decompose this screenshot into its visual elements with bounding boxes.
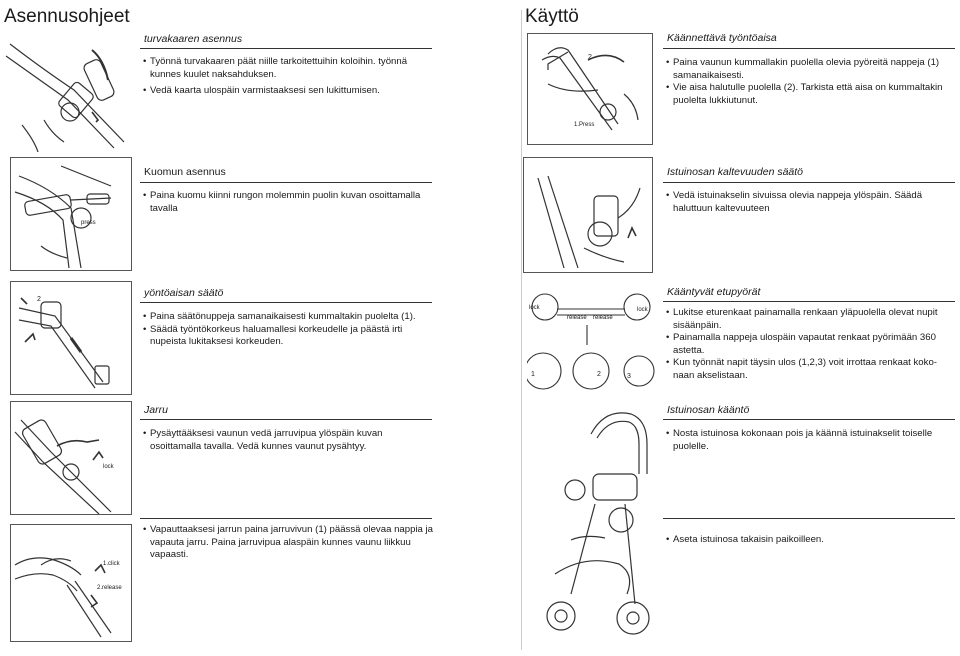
turvakaari-rule: [140, 48, 432, 49]
wheel-1-label: 1: [531, 371, 535, 378]
right-page-title: Käyttö: [525, 6, 579, 27]
turvakaari-bullet-2: • Vedä kaarta ulospäin varmistaaksesi sen lukittumisen.: [143, 85, 428, 98]
etupyorat-bullets: [666, 307, 951, 383]
turvakaari-figure: [4, 30, 132, 152]
kaanto-bullet-1: • Nosta istuinosa kokonaan pois ja käännä istuinakselit toiselle puolelle.: [666, 428, 951, 453]
jarru-figure: [10, 401, 132, 515]
kaannettava-bullet-1: • Paina vaunun kummallakin puolella olevia pyöreitä nappeja (1) samanaikaisesti.: [666, 57, 951, 82]
jarru2-bullets: [143, 524, 433, 562]
jarru2-rule: [140, 518, 432, 519]
lock-right-label: lock: [637, 307, 648, 313]
yonto-num-label: 2: [37, 296, 41, 303]
kaltevuus-bullet-1: • Vedä istuinakselin sivuissa olevia nappeja ylöspäin. Säädä haluttuun kaltevuuteen: [666, 190, 951, 215]
etupyorat-figure: [527, 285, 655, 395]
kaltevuus-bullets: [666, 190, 951, 215]
turvakaari-heading: turvakaaren asennus: [144, 33, 243, 45]
kuomu-bullets: [143, 190, 428, 215]
stroller-figure: [535, 404, 655, 642]
kuomu-press-label: press: [81, 220, 96, 226]
turvakaari-bullet-1: • Työnnä turvakaaren päät niille tarkoitettuihin koloihin. työnnä kunnes kuulet naksahduksen.: [143, 56, 428, 81]
kaanto-rule: [663, 419, 955, 420]
etupyorat-bullet-2: • Painamalla nappeja ulospäin vapautat renkaat pyörimään 360 astetta.: [666, 332, 951, 357]
kaannettava-heading: Käännettävä työntöaisa: [667, 32, 777, 44]
etupyorat-bullet-1: • Lukitse eturenkaat painamalla renkaan yläpuolella olevat nupit sisäänpäin.: [666, 307, 951, 332]
kuomu-rule: [140, 182, 432, 183]
release-right-label: release: [593, 315, 613, 321]
wheel-2-label: 2: [597, 371, 601, 378]
yontoaisa-rule: [140, 302, 432, 303]
yontoaisa-heading: yöntöaisan säätö: [144, 287, 224, 299]
kaannettava-bullets: [666, 57, 951, 107]
kuomu-figure: [10, 157, 132, 271]
kaanto-heading: Istuinosan kääntö: [667, 404, 750, 416]
kaannettava-press-label: 1.Press: [574, 122, 595, 128]
kaanto-bullets: [666, 428, 951, 453]
jarru2-bullet-1: • Vapauttaaksesi jarrun paina jarruvivun (1) päässä olevaa nappia ja vapauta jarru. Paina jarruvipua alaspäin kunnes vaunu liikkuu vapaasti.: [143, 524, 433, 562]
kaanto2-bullets: [666, 534, 951, 547]
kaannettava-rule: [663, 48, 955, 49]
jarru-bullets: [143, 428, 428, 453]
jarru2-release-label: 2.release: [97, 585, 122, 591]
yontoaisa-bullet-1: • Paina säätönuppeja samanaikaisesti kummaltakin puolelta (1).: [143, 311, 428, 324]
kaltevuus-heading: Istuinosan kaltevuuden säätö: [667, 166, 804, 178]
kaanto2-rule: [663, 518, 955, 519]
yontoaisa-bullets: [143, 311, 428, 349]
wheel-3-label: 3: [627, 373, 631, 380]
etupyorat-heading: Kääntyvät etupyörät: [667, 286, 761, 298]
kaltevuus-figure: [523, 157, 653, 273]
jarru-rule: [140, 419, 432, 420]
kaanto2-bullet-1: • Aseta istuinosa takaisin paikoilleen.: [666, 534, 951, 547]
kuomu-heading: Kuomun asennus: [144, 166, 226, 178]
lock-left-label: lock: [529, 305, 540, 311]
yontoaisa-figure: [10, 281, 132, 395]
kaltevuus-rule: [663, 182, 955, 183]
etupyorat-bullet-3: • Kun työnnät napit täysin ulos (1,2,3) voit irrottaa renkaat koko- naan akselistaan.: [666, 357, 951, 382]
jarru2-click-label: 1.click: [103, 561, 120, 567]
turvakaari-bullets: [143, 56, 428, 98]
jarru-lock-label: lock: [103, 464, 114, 470]
kaannettava-figure: [527, 33, 653, 145]
kaannettava-bullet-2: • Vie aisa halutulle puolella (2). Tarkista että aisa on kummaltakin puolelta lukkiutunut.: [666, 82, 951, 107]
left-page-title: Asennusohjeet: [4, 6, 130, 27]
jarru-bullet-1: • Pysäyttääksesi vaunun vedä jarruvipua ylöspäin kuvan osoittamalla tavalla. Vedä kunnes vaunut pysähtyy.: [143, 428, 428, 453]
kuomu-bullet-1: • Paina kuomu kiinni rungon molemmin puolin kuvan osoittamalla tavalla: [143, 190, 428, 215]
yontoaisa-bullet-2: • Säädä työntökorkeus haluamallesi korkeudelle ja päästä irti nupeista lukitaksesi korkeuden.: [143, 324, 428, 349]
release-left-label: release: [567, 315, 587, 321]
jarru2-figure: [10, 524, 132, 642]
jarru-heading: Jarru: [144, 404, 168, 416]
kaannettava-num-label: 2: [588, 54, 592, 61]
page-divider: [521, 10, 522, 650]
etupyorat-rule: [663, 301, 955, 302]
